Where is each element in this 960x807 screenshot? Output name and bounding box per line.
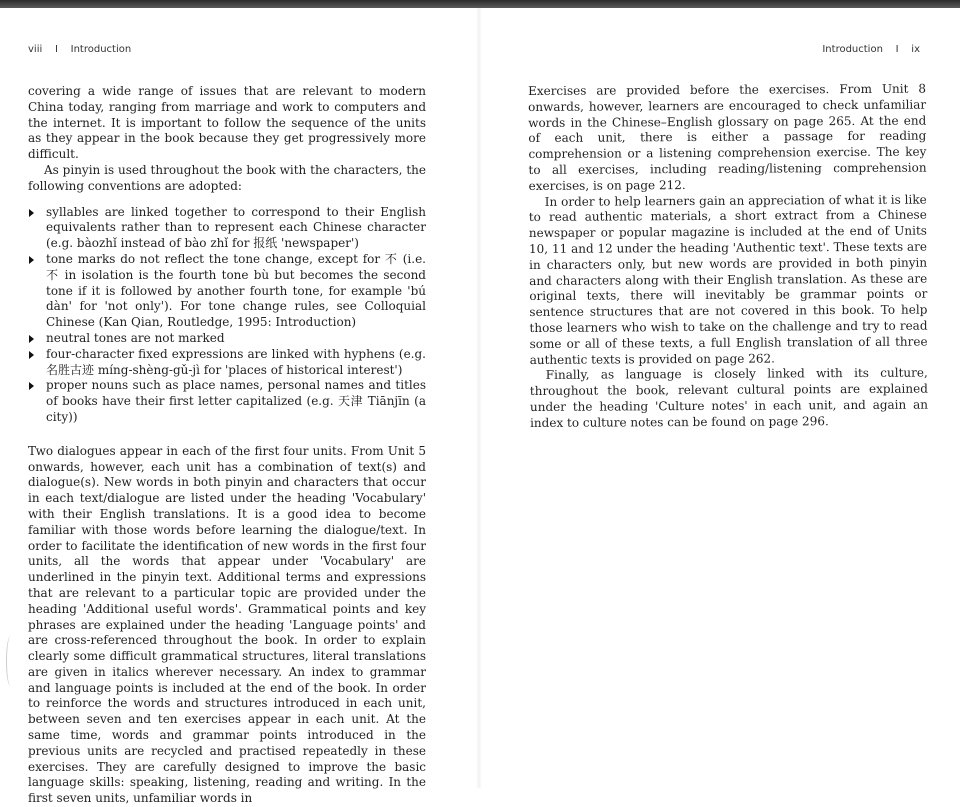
list-item: tone marks do not reflect the tone change, except for 不 (i.e. 不 in isolation is the fourth tone bù but becomes the second tone if it is followed by another fourth tone, for example 'bú dàn' for 'not only'). For tone change rules, see Colloquial Chinese (Kan Qian, Routledge, 1995: Introduction) (28, 252, 426, 331)
left-page (28, 84, 426, 807)
scan-top-edge (0, 0, 960, 8)
list-item: proper nouns such as place names, personal names and titles of books have their first letter capitalized (e.g. 天津 Tiānjīn (a city)) (28, 378, 426, 425)
right-paragraph-2: In order to help learners gain an appreciation of what it is like to read authentic materials, a short extract from a Chinese newspaper or popular magazine is included at the end of Units 10, 11 and 12 under the heading 'Authentic text'. These texts are in characters only, but new words are provided in both pinyin and characters along with their English translation. As these are original texts, there will inevitably be grammar points or sentence structures that are not covered in this book. To help those learners who wish to take on the challenge and try to read some or all of these texts, a full English translation of all three authentic texts is provided on page 262. (528, 192, 928, 367)
left-paragraph-1: covering a wide range of issues that are relevant to modern China today, ranging from marriage and work to computers and the internet. It is important to follow the sequence of the units as they appear in the book because they get progressively more difficult. (28, 84, 426, 162)
list-item: four-character fixed expressions are linked with hyphens (e.g. 名胜古迹 míng-shèng-gǔ-jì for 'places of historical interest') (28, 347, 426, 379)
book-spine-shadow (476, 8, 482, 788)
margin-mark (6, 636, 15, 686)
left-paragraph-3: Two dialogues appear in each of the first four units. From Unit 5 onwards, however, each unit has a combination of text(s) and dialogue(s). New words in both pinyin and characters that occur in each text/dialogue are listed under the heading 'Vocabulary' with their English translations. It is a good idea to become familiar with those words before learning the dialogue/text. In order to facilitate the identification of new words in the first four units, all the words that appear under 'Vocabulary' are underlined in the pinyin text. Additional terms and expressions that are relevant to a particular topic are provided under the heading 'Additional useful words'. Grammatical points and key phrases are explained under the heading 'Language points' and are cross-referenced throughout the book. In order to explain clearly some difficult grammatical structures, literal translations are given in italics wherever necessary. An index to grammar and language points is included at the end of the book. In order to reinforce the words and structures introduced in each unit, between seven and ten exercises appear in each unit. At the same time, words and grammar points introduced in the previous units are recycled and practised repeatedly in these exercises. They are carefully designed to improve the basic language skills: speaking, listening, reading and writing. In the first seven units, unfamiliar words in (28, 443, 426, 806)
left-paragraph-2: As pinyin is used throughout the book with the characters, the following conventions are adopted: (28, 162, 426, 193)
right-page (528, 82, 928, 432)
right-paragraph-3: Finally, as language is closely linked with its culture, throughout the book, relevant cultural points are explained under the heading 'Culture notes' in each unit, and again an index to culture notes can be found on page 296. (529, 365, 929, 430)
left-running-header: viii I Introduction (28, 44, 132, 55)
list-item: syllables are linked together to correspond to their English equivalents rather than to represent each Chinese character (e.g. bàozhǐ instead of bào zhǐ for 报纸 'newspaper') (28, 205, 426, 252)
pinyin-conventions-list (28, 205, 426, 426)
right-running-header: Introduction I ix (822, 44, 920, 55)
right-paragraph-1: Exercises are provided before the exercises. From Unit 8 onwards, however, learners are encouraged to check unfamiliar words in the Chinese–English glossary on page 265. At the end of each unit, there is either a passage for reading comprehension or a listening comprehension exercise. The key to all exercises, including reading/listening comprehension exercises, is on page 212. (528, 81, 927, 193)
list-item: neutral tones are not marked (28, 331, 426, 347)
